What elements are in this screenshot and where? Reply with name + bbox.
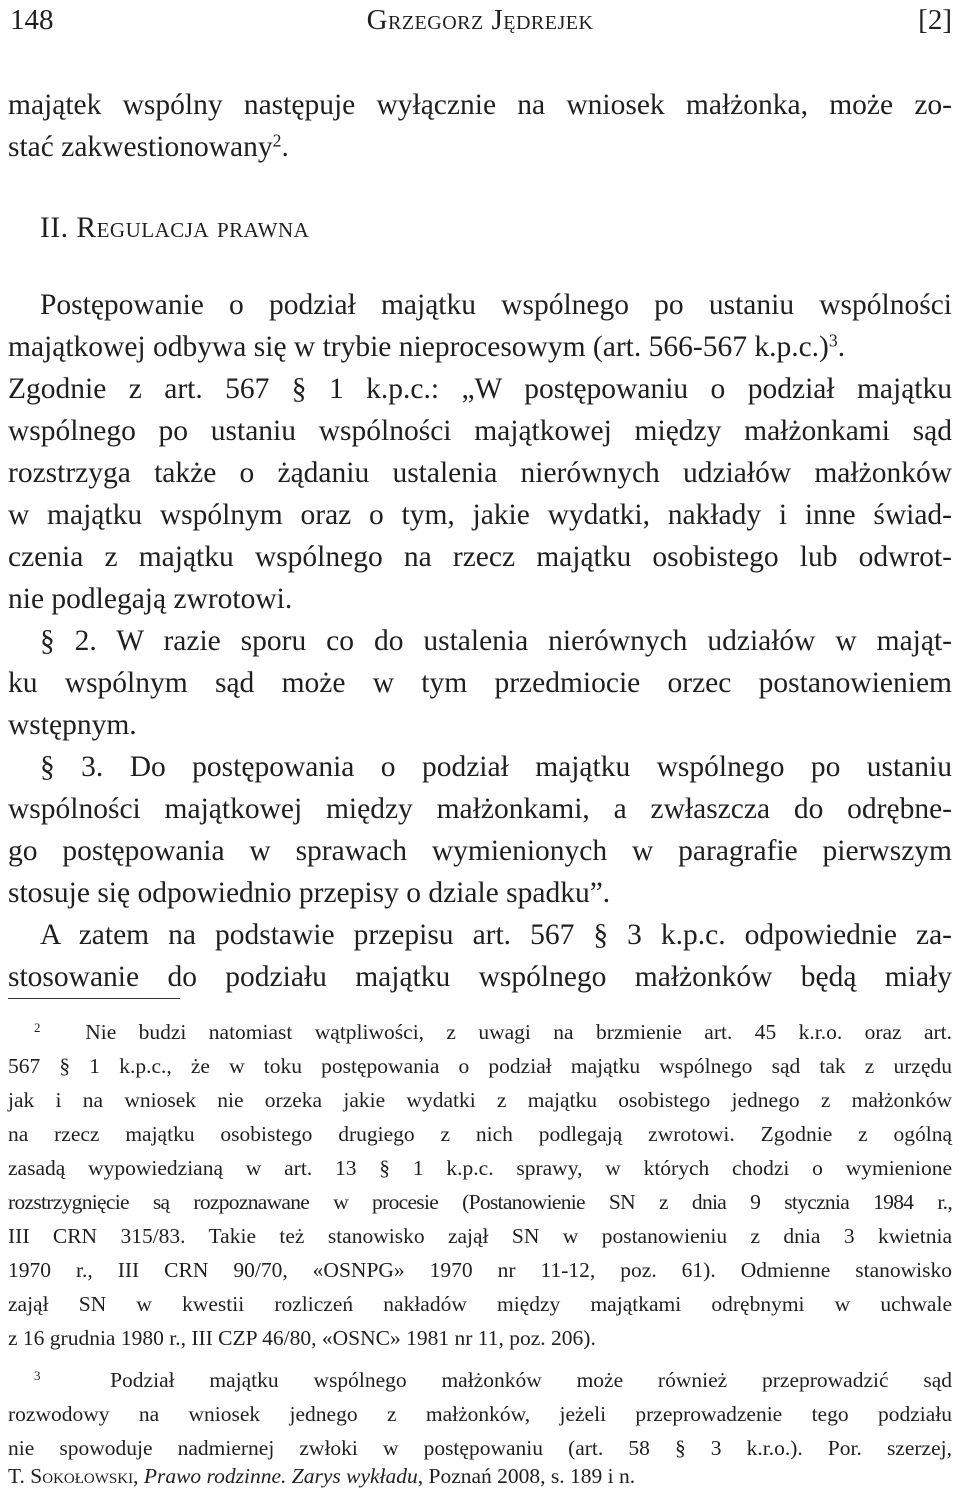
footnote-line: $^3$ Podział majątku wspólnego małżonków może również przeprowadzić sąd <box>34 1368 953 1392</box>
running-header <box>0 4 960 44</box>
citation-title: Prawo rodzinne. Zarys wykładu <box>143 1464 418 1488</box>
footnote-line: rozwodowy na wniosek jednego z małżonków, jeżeli przeprowadzenie tego podziału <box>8 1402 952 1426</box>
footnote-line: 1970 r., III CRN 90/70, «OSNPG» 1970 nr 11-12, poz. 61). Odmienne stanowisko <box>8 1258 952 1282</box>
footnote-line: zasadą wypowiedzianą w art. 13 § 1 k.p.c. sprawy, w których chodzi o wymienione <box>8 1156 952 1180</box>
body-line: § 3. Do postępowania o podział majątku wspólnego po ustaniu <box>40 751 952 783</box>
footnote-line: zajął SN w kwestii rozliczeń nakładów między majątkami odrębnymi w uchwale <box>8 1292 952 1316</box>
footnote-line: T. Sokołowski, Prawo rodzinne. Zarys wykładu, Poznań 2008, s. 189 i n. <box>8 1464 636 1488</box>
page-number: 148 <box>10 4 54 36</box>
footnote-separator <box>8 998 180 999</box>
footnote-line: rozstrzygnięcie są rozpoznawane w procesie (Postanowienie SN z dnia 9 stycznia 1984 r., <box>8 1190 952 1214</box>
body-line: § 2. W razie sporu co do ustalenia nierównych udziałów w mająt- <box>40 625 952 657</box>
footnote-ref[interactable]: 2 <box>272 130 282 151</box>
body-line: ku wspólnym sąd może w tym przedmiocie orzec postanowieniem <box>8 667 952 699</box>
footnote-line: nie spowoduje nadmiernej zwłoki w postępowaniu (art. 58 § 3 k.r.o.). Por. szerzej, <box>8 1436 952 1460</box>
citation-author-initial: T. <box>8 1464 25 1488</box>
body-line: nie podlegają zwrotowi. <box>8 583 293 615</box>
footnote-marker: 3 <box>34 1368 41 1383</box>
chapter-marker: [2] <box>918 4 952 36</box>
body-line: stosuje się odpowiednio przepisy o dziale spadku”. <box>8 877 611 909</box>
footnote-ref[interactable]: 3 <box>828 330 838 351</box>
running-author: Grzegorz Jędrejek <box>366 4 594 36</box>
footnote-line: $^2$ Nie budzi natomiast wątpliwości, z uwagi na brzmienie art. 45 k.r.o. oraz art. <box>34 1020 952 1044</box>
footnote-line: III CRN 315/83. Takie też stanowisko zajął SN w postanowieniu z dnia 3 kwietnia <box>8 1224 952 1248</box>
body-line: Zgodnie z art. 567 § 1 k.p.c.: „W postępowaniu o podział majątku <box>8 373 952 405</box>
body-line: majątkowej odbywa się w trybie nieprocesowym (art. 566-567 k.p.c.)$^3$. <box>8 330 846 363</box>
body-line: A zatem na podstawie przepisu art. 567 § 3 k.p.c. odpowiednie za- <box>40 919 952 951</box>
body-line: Postępowanie o podział majątku wspólnego po ustaniu wspólności <box>40 289 952 321</box>
section-heading <box>40 212 309 245</box>
section-title: Regulacja prawna <box>76 212 310 244</box>
footnote-line: na rzecz majątku osobistego drugiego z nich podlegają zwrotowi. Zgodnie z ogólną <box>8 1122 952 1146</box>
section-number: II. <box>40 212 69 244</box>
citation-author: Sokołowski <box>30 1464 134 1488</box>
body-line: stać zakwestionowany$^2$. <box>8 130 289 163</box>
body-line: stosowanie do podziału majątku wspólnego małżonków będą miały <box>8 961 952 993</box>
footnote-line: jak i na wniosek nie orzeka jakie wydatki z majątku osobistego jednego z małżonków <box>8 1088 952 1112</box>
body-line: wspólnego po ustaniu wspólności majątkowej między małżonkami sąd <box>8 415 952 447</box>
body-line: czenia z majątku wspólnego na rzecz majątku osobistego lub odwrot- <box>8 541 952 573</box>
body-line: w majątku wspólnym oraz o tym, jakie wydatki, nakłady i inne świad- <box>8 499 952 531</box>
footnote-line: z 16 grudnia 1980 r., III CZP 46/80, «OSNC» 1981 nr 11, poz. 206). <box>8 1326 596 1350</box>
footnote-marker: 2 <box>34 1020 41 1035</box>
body-line: rozstrzyga także o żądaniu ustalenia nierównych udziałów małżonków <box>8 457 952 489</box>
footnote-line: 567 § 1 k.p.c., że w toku postępowania o podział majątku wspólnego sąd tak z urzędu <box>8 1054 952 1078</box>
body-line: majątek wspólny następuje wyłącznie na wniosek małżonka, może zo- <box>8 89 952 121</box>
body-line: wstępnym. <box>8 709 137 741</box>
body-line: go postępowania w sprawach wymienionych w paragrafie pierwszym <box>8 835 952 867</box>
body-line: wspólności majątkowej między małżonkami, a zwłaszcza do odrębne- <box>8 793 952 825</box>
citation-details: , Poznań 2008, s. 189 i n. <box>417 1464 636 1488</box>
